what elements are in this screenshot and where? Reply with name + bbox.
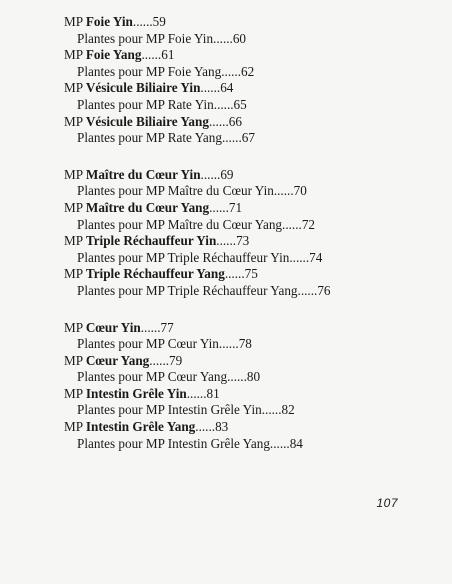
toc-leader-dots: ...... (213, 30, 233, 46)
table-of-contents (64, 14, 444, 452)
toc-subentry (64, 283, 444, 300)
toc-leader-dots: ...... (261, 402, 282, 418)
toc-leader-dots: ...... (186, 385, 207, 401)
toc-entry-title: Foie Yang (85, 47, 142, 63)
toc-page-number: 73 (236, 233, 250, 249)
toc-subentry-title: Plantes pour MP Intestin Grêle Yin (77, 402, 262, 418)
toc-page-number: 66 (228, 113, 242, 129)
toc-entry-prefix: MP (64, 266, 86, 282)
toc-leader-dots: ...... (200, 80, 221, 96)
toc-page-number: 82 (281, 402, 295, 418)
toc-page-number: 70 (293, 183, 307, 199)
toc-subentry (64, 250, 444, 267)
toc-page-number: 77 (160, 319, 174, 335)
toc-subentry-title: Plantes pour MP Cœur Yang (77, 369, 228, 385)
toc-page-number: 84 (289, 435, 303, 451)
toc-leader-dots: ...... (221, 63, 242, 79)
toc-subentry-title: Plantes pour MP Foie Yin (77, 30, 214, 46)
toc-leader-dots: ...... (132, 14, 153, 29)
toc-leader-dots: ...... (289, 249, 310, 265)
toc-entry (64, 14, 444, 31)
toc-entry-title: Foie Yin (85, 14, 133, 29)
toc-leader-dots: ...... (221, 130, 242, 146)
toc-leader-dots: ...... (273, 183, 294, 199)
toc-entry-prefix: MP (64, 80, 86, 96)
toc-group (64, 14, 444, 147)
toc-subentry-title: Plantes pour MP Triple Réchauffeur Yin (77, 249, 290, 265)
toc-entry (64, 419, 444, 436)
toc-leader-dots: ...... (224, 266, 245, 282)
toc-subentry (64, 402, 444, 419)
toc-leader-dots: ...... (209, 199, 229, 215)
toc-page-number: 81 (206, 385, 220, 401)
toc-subentry (64, 336, 444, 353)
toc-leader-dots: ...... (213, 96, 234, 112)
toc-entry-title: Maître du Cœur Yang (85, 199, 210, 215)
toc-leader-dots: ...... (149, 352, 170, 368)
toc-leader-dots: ...... (195, 419, 216, 435)
toc-subentry (64, 183, 444, 200)
toc-subentry-title: Plantes pour MP Rate Yin (77, 96, 214, 112)
toc-entry-prefix: MP (64, 14, 86, 29)
toc-leader-dots: ...... (218, 336, 239, 352)
toc-entry-title: Triple Réchauffeur Yin (85, 233, 217, 249)
toc-entry-prefix: MP (64, 199, 86, 215)
toc-page-number: 62 (241, 63, 255, 79)
toc-entry-prefix: MP (64, 166, 86, 182)
page-number: 107 (376, 496, 398, 510)
toc-subentry (64, 31, 444, 48)
toc-entry (64, 200, 444, 217)
toc-leader-dots: ...... (141, 47, 162, 63)
toc-page-number: 74 (309, 249, 323, 265)
toc-subentry (64, 97, 444, 114)
toc-page-number: 69 (220, 166, 234, 182)
toc-page-number: 72 (301, 216, 315, 232)
toc-entry-title: Intestin Grêle Yin (85, 385, 187, 401)
toc-entry (64, 80, 444, 97)
toc-subentry-title: Plantes pour MP Maître du Cœur Yin (77, 183, 274, 199)
toc-entry (64, 320, 444, 337)
toc-leader-dots: ...... (200, 166, 221, 182)
toc-entry-prefix: MP (64, 385, 86, 401)
toc-entry-prefix: MP (64, 113, 86, 129)
toc-page-number: 64 (220, 80, 234, 96)
toc-leader-dots: ...... (208, 113, 229, 129)
toc-subentry (64, 217, 444, 234)
toc-leader-dots: ...... (297, 282, 318, 298)
toc-subentry (64, 369, 444, 386)
toc-page-number: 60 (232, 30, 247, 46)
toc-entry (64, 47, 444, 64)
toc-entry (64, 353, 444, 370)
toc-entry-title: Vésicule Biliaire Yin (85, 80, 201, 96)
toc-entry-prefix: MP (64, 47, 86, 63)
toc-entry (64, 114, 444, 131)
toc-leader-dots: ...... (140, 319, 161, 335)
toc-entry-prefix: MP (64, 352, 86, 368)
toc-leader-dots: ...... (216, 233, 237, 249)
toc-page-number: 59 (152, 14, 166, 29)
toc-group (64, 167, 444, 300)
toc-page-number: 61 (161, 47, 175, 63)
toc-entry-title: Cœur Yin (85, 319, 141, 335)
toc-entry (64, 266, 444, 283)
toc-page-number: 78 (238, 336, 252, 352)
toc-subentry (64, 436, 444, 453)
toc-page-number: 75 (244, 266, 258, 282)
toc-group (64, 320, 444, 453)
toc-page-number: 71 (228, 199, 243, 215)
toc-page-number: 67 (241, 130, 255, 146)
toc-page-number: 79 (169, 352, 183, 368)
toc-entry-prefix: MP (64, 319, 86, 335)
toc-leader-dots: ...... (269, 435, 290, 451)
toc-entry (64, 167, 444, 184)
toc-entry (64, 233, 444, 250)
toc-entry-title: Cœur Yang (85, 352, 150, 368)
toc-leader-dots: ...... (227, 369, 247, 385)
toc-entry-prefix: MP (64, 419, 86, 435)
toc-subentry-title: Plantes pour MP Triple Réchauffeur Yang (77, 282, 298, 298)
toc-entry-title: Intestin Grêle Yang (85, 419, 196, 435)
toc-page-number: 65 (233, 96, 247, 112)
toc-subentry-title: Plantes pour MP Rate Yang (77, 130, 222, 146)
toc-subentry-title: Plantes pour MP Intestin Grêle Yang (77, 435, 270, 451)
toc-subentry (64, 130, 444, 147)
toc-subentry-title: Plantes pour MP Cœur Yin (77, 336, 219, 352)
toc-entry-title: Vésicule Biliaire Yang (85, 113, 209, 129)
toc-entry-title: Triple Réchauffeur Yang (85, 266, 225, 282)
toc-page-number: 80 (246, 369, 261, 385)
toc-subentry-title: Plantes pour MP Foie Yang (77, 63, 222, 79)
toc-subentry-title: Plantes pour MP Maître du Cœur Yang (77, 216, 283, 232)
toc-entry-title: Maître du Cœur Yin (85, 166, 201, 182)
toc-leader-dots: ...... (282, 216, 302, 232)
toc-subentry (64, 64, 444, 81)
toc-page-number: 83 (215, 419, 229, 435)
toc-entry (64, 386, 444, 403)
toc-entry-prefix: MP (64, 233, 86, 249)
toc-page-number: 76 (317, 282, 331, 298)
